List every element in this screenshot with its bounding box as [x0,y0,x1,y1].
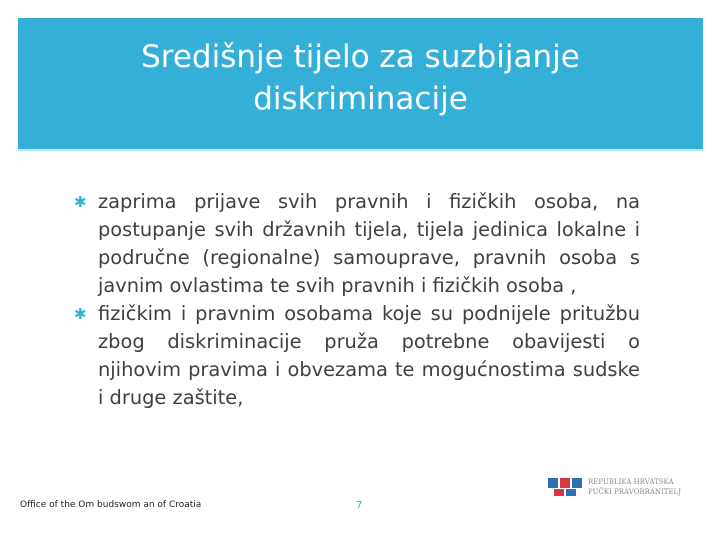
bullet-item [74,300,640,412]
logo-line2: PUČKI PRAVOBRANITELJ [588,488,682,496]
asterisk-bullet-icon: ✱ [74,305,87,323]
bullet-text: zaprima prijave svih pravnih i fizičkih osoba, na postupanje svih državnih tijela, tijela jedinica lokalne i područne (regionalne) samouprave, pravnih osoba s javnim ovlastima te svih pravnih i fizičkih osoba , [98,190,640,297]
slide-title-line1: Središnje tijelo za suzbijanje [141,39,580,75]
title-divider [18,149,703,151]
title-banner [18,18,703,150]
asterisk-bullet-icon: ✱ [74,193,87,211]
logo-line1: REPUBLIKA HRVATSKA [588,478,674,486]
ombudsman-logo [548,475,698,499]
slide-title-line2: diskriminacije [253,81,468,117]
bullet-item [74,188,640,300]
page-number: 7 [356,500,363,511]
logo-text [588,477,681,497]
bullet-text: fizičkim i pravnim osobama koje su podnijele pritužbu zbog diskriminacije pruža potrebne obavijesti o njihovim pravima i obvezama te mogućnostima sudske i druge zaštite, [98,302,640,409]
footer-office-name: Office of the Om budswom an of Croatia [20,500,202,510]
slide-title [18,36,703,120]
croatia-flag-icon [548,478,582,496]
bullet-list [74,188,640,412]
